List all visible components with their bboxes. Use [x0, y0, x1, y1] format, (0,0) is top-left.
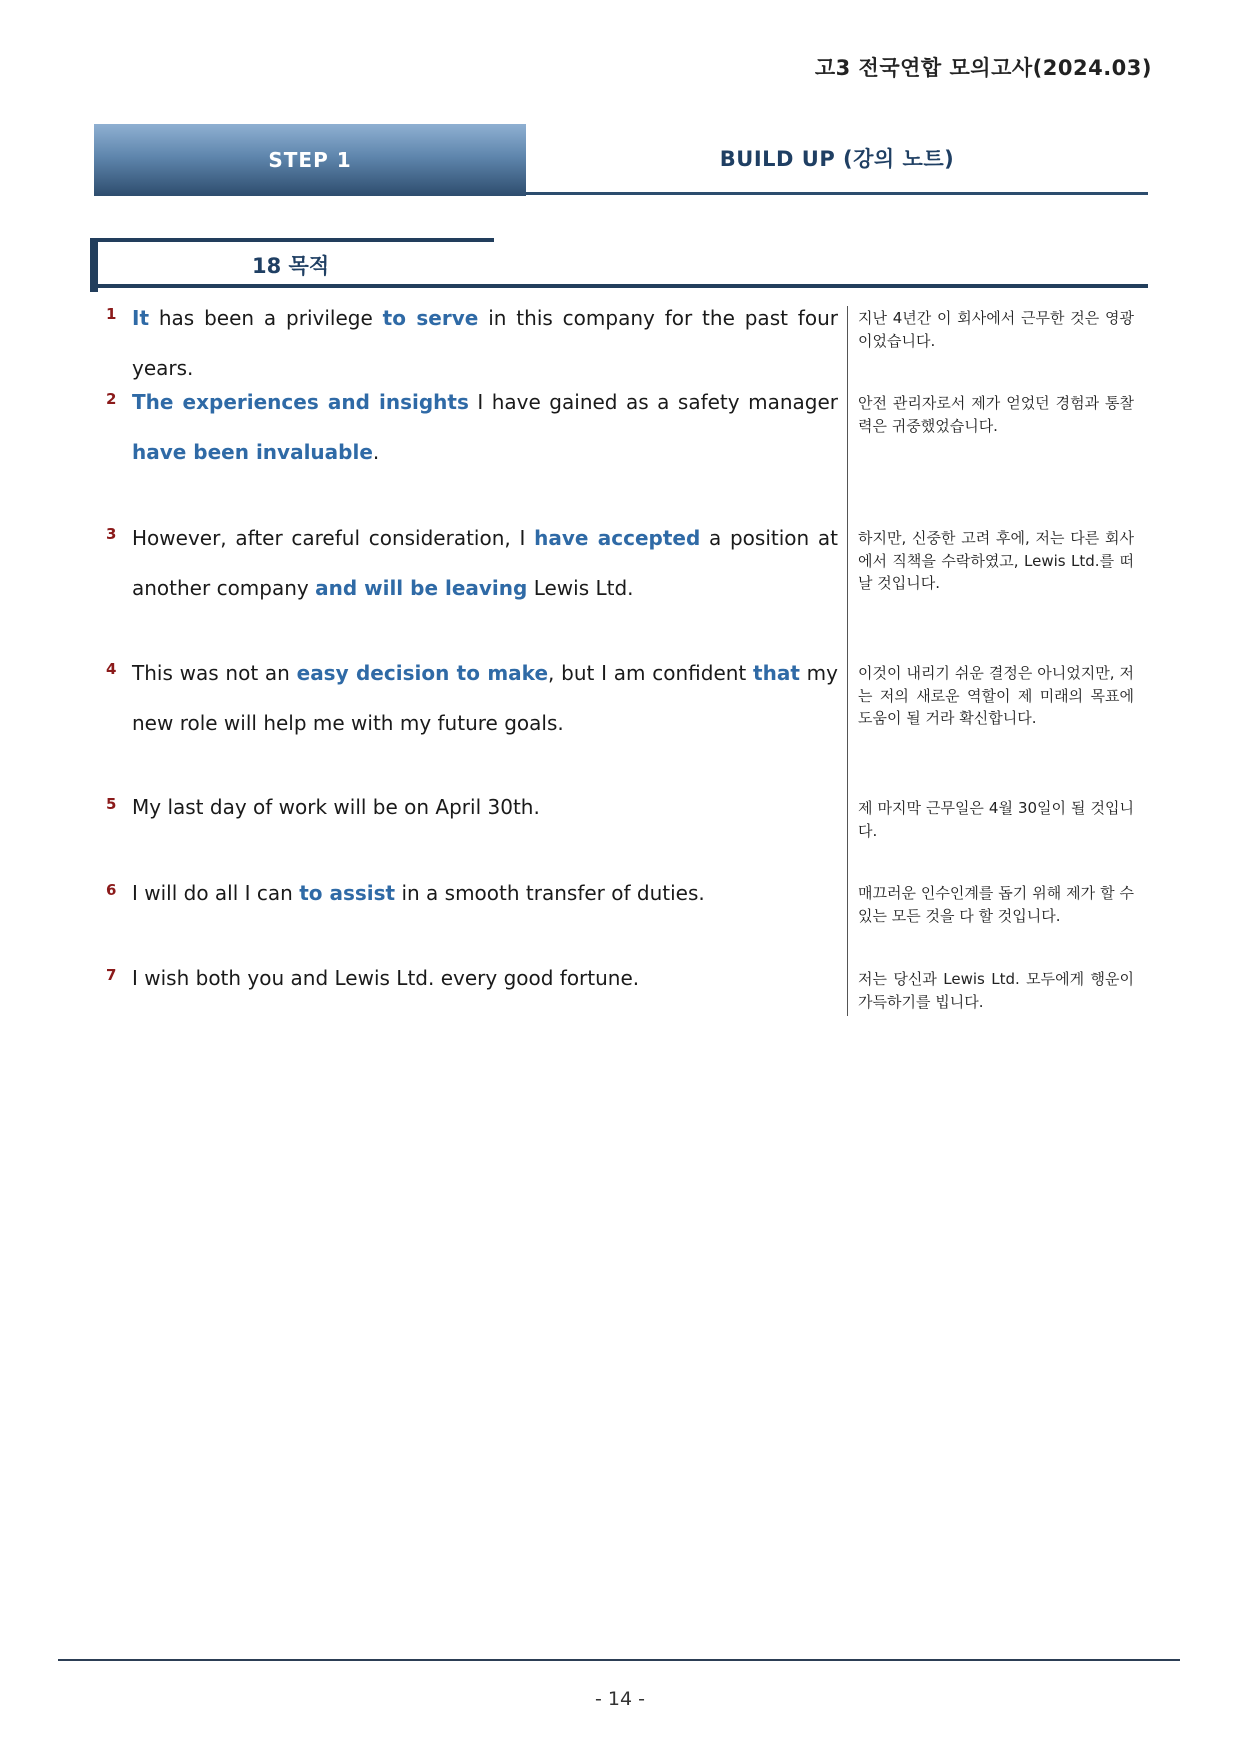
highlighted-phrase: that [753, 661, 800, 685]
sentence-korean: 안전 관리자로서 제가 얻었던 경험과 통찰력은 귀중했었습니다. [858, 394, 1134, 435]
sentence-number: 3 [106, 525, 117, 543]
sentence-korean: 저는 당신과 Lewis Ltd. 모두에게 행운이 가득하기를 빕니다. [858, 970, 1134, 1011]
plain-text: However, after careful consideration, I [132, 526, 535, 550]
sentence-english [132, 377, 838, 477]
sentence-korean: 지난 4년간 이 회사에서 근무한 것은 영광이었습니다. [858, 309, 1134, 350]
sentence-korean: 매끄러운 인수인계를 돕기 위해 제가 할 수 있는 모든 것을 다 할 것입니다. [858, 884, 1134, 925]
highlighted-phrase: have been invaluable [132, 440, 373, 464]
sentence-english [132, 868, 838, 918]
plain-text: I wish both you and Lewis Ltd. every good fortune. [132, 966, 640, 990]
plain-text: I will do all I can [132, 881, 300, 905]
build-up-banner [526, 124, 1148, 195]
plain-text: This was not an [132, 661, 297, 685]
highlighted-phrase: and will be leaving [315, 576, 528, 600]
highlighted-phrase: easy decision to make [296, 661, 549, 685]
step-label: STEP 1 [268, 148, 352, 172]
plain-text: my new role will help me with my future goals. [132, 661, 838, 735]
step-banner [94, 124, 526, 196]
sentence-english [132, 953, 838, 1003]
highlighted-phrase: to assist [299, 881, 396, 905]
footer-divider [58, 1659, 1180, 1661]
page-number: - 14 - [595, 1688, 645, 1710]
highlighted-phrase: The experiences and insights [132, 390, 469, 414]
sentence-number: 4 [106, 660, 117, 678]
sentence-english [132, 513, 838, 613]
plain-text: in a smooth transfer of duties. [395, 881, 705, 905]
highlighted-phrase: have accepted [534, 526, 701, 550]
plain-text: I have gained as a safety manager [468, 390, 838, 414]
highlighted-phrase: to serve [382, 306, 479, 330]
section-divider [90, 284, 1148, 288]
sentence-number: 2 [106, 390, 117, 408]
plain-text: a position at another company [132, 526, 838, 600]
column-divider [847, 306, 848, 1016]
plain-text: in this company for the past four years. [132, 306, 838, 380]
section-title: 18 목적 [252, 254, 330, 278]
plain-text: , but I am confident [548, 661, 754, 685]
sentence-number: 6 [106, 881, 117, 899]
build-up-label: BUILD UP (강의 노트) [719, 147, 955, 171]
highlighted-phrase: It [132, 306, 150, 330]
sentence-english [132, 648, 838, 748]
plain-text: . [372, 440, 380, 464]
sentence-number: 5 [106, 795, 117, 813]
sentence-korean: 이것이 내리기 쉬운 결정은 아니었지만, 저는 저의 새로운 역할이 제 미래의 목표에 도움이 될 거라 확신합니다. [858, 664, 1134, 727]
plain-text: My last day of work will be on April 30th. [132, 795, 540, 819]
plain-text: has been a privilege [149, 306, 383, 330]
sentence-number: 1 [106, 305, 117, 323]
sentence-korean: 하지만, 신중한 고려 후에, 저는 다른 회사에서 직책을 수락하였고, Lewis Ltd.를 떠날 것입니다. [858, 529, 1134, 592]
plain-text: Lewis Ltd. [527, 576, 634, 600]
sentence-english [132, 782, 838, 832]
sentence-number: 7 [106, 966, 117, 984]
sentence-korean: 제 마지막 근무일은 4월 30일이 될 것입니다. [858, 799, 1134, 840]
exam-title: 고3 전국연합 모의고사(2024.03) [814, 56, 1152, 80]
